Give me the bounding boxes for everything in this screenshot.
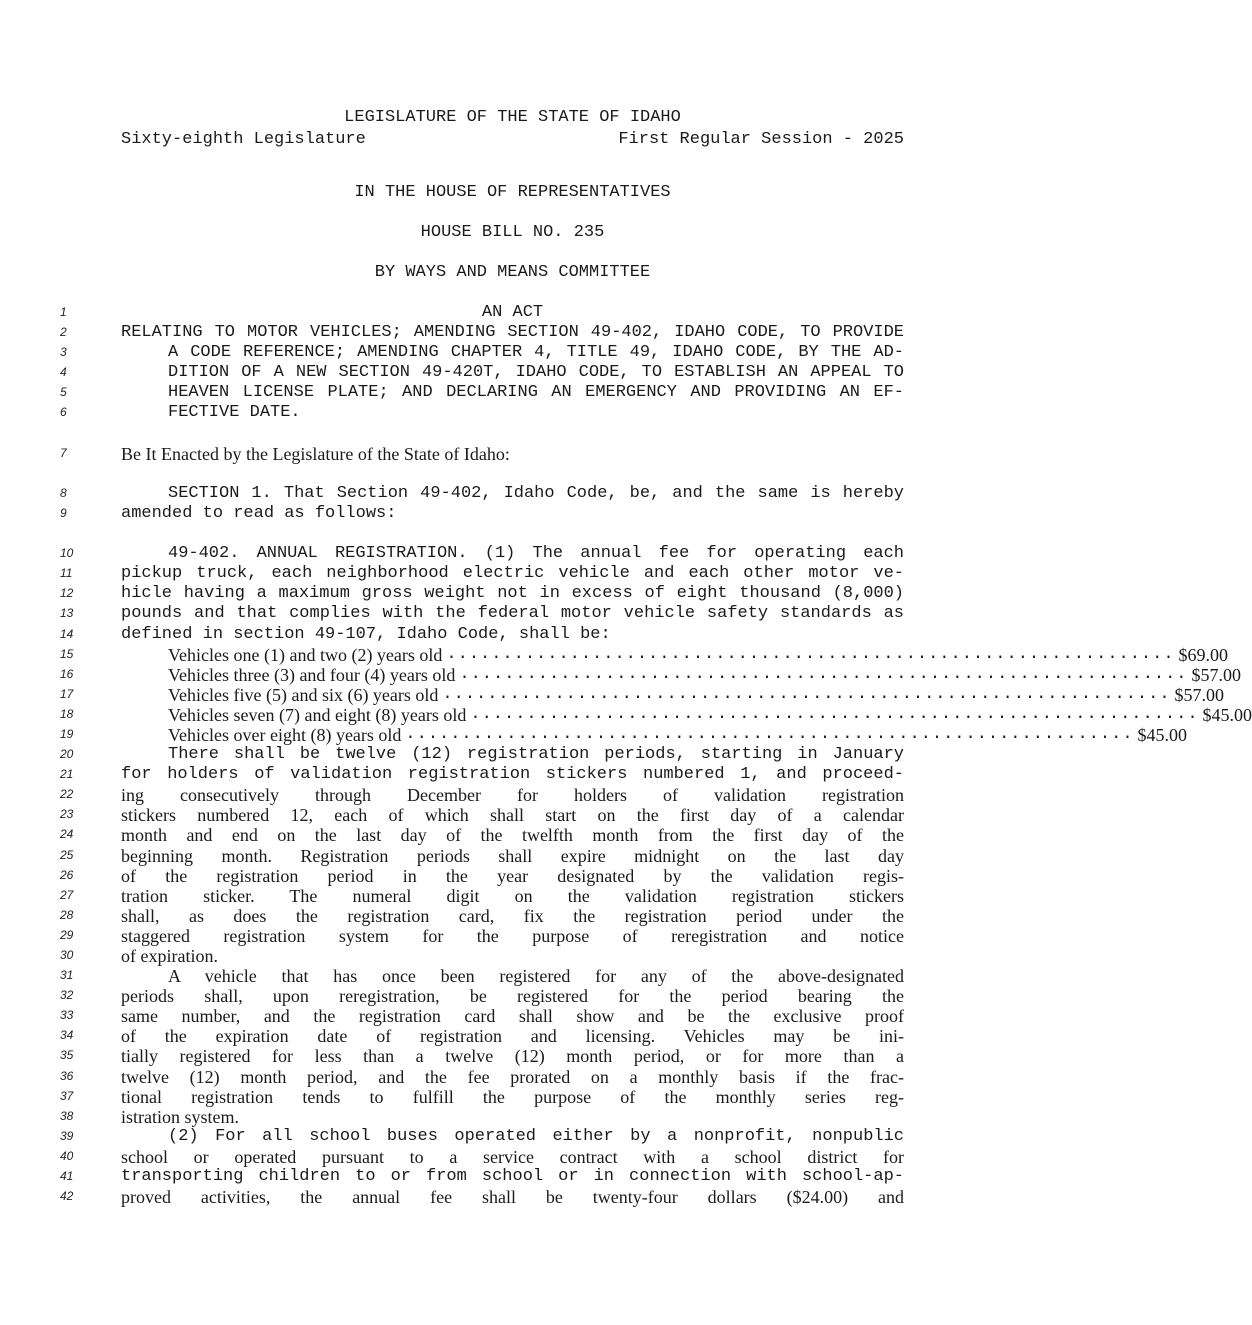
line-number: 14 <box>60 626 74 641</box>
line-text: stickers numbered 12, each of which shall start on the first day of a calendar <box>121 805 904 826</box>
text-line <box>0 886 1024 906</box>
text-line <box>0 745 1024 765</box>
line-text: of the expiration date of registration and licensing. Vehicles may be ini- <box>121 1026 904 1047</box>
line-number: 30 <box>60 948 74 962</box>
text-line <box>0 303 1024 323</box>
line-text: for holders of validation registration stickers numbered 1, and proceed- <box>121 765 904 785</box>
fee-label: Vehicles seven (7) and eight (8) years old <box>168 704 467 725</box>
text-line <box>0 966 1024 986</box>
line-text: proved activities, the annual fee shall be twenty-four dollars ($24.00) and <box>121 1187 904 1208</box>
line-text: beginning month. Registration periods shall expire midnight on the last day <box>121 845 904 866</box>
line-number: 13 <box>60 606 74 621</box>
line-number: 37 <box>60 1088 74 1103</box>
line-text: of expiration. <box>121 946 218 966</box>
line-number: 9 <box>60 505 67 520</box>
text-line <box>0 1187 1024 1207</box>
line-number: 7 <box>60 445 67 460</box>
line-text: defined in section 49-107, Idaho Code, shall be: <box>121 624 611 644</box>
line-number: 34 <box>60 1028 74 1043</box>
line-number: 29 <box>60 927 74 942</box>
bill-text <box>0 303 1252 1208</box>
line-text: HEAVEN LICENSE PLATE; AND DECLARING AN EMERGENCY AND PROVIDING AN EF- <box>168 383 904 403</box>
text-line <box>0 1087 1024 1107</box>
text-line <box>0 383 1024 403</box>
text-line <box>0 564 1024 584</box>
line-number: 21 <box>60 767 74 782</box>
line-number: 35 <box>60 1048 74 1063</box>
text-line <box>0 1006 1024 1026</box>
line-number: 2 <box>60 325 67 340</box>
fee-amount: $45.00 <box>1137 724 1188 745</box>
text-line <box>0 785 1024 805</box>
line-text: FECTIVE DATE. <box>168 403 301 423</box>
line-text: of the registration period in the year designated by the validation regis- <box>121 865 904 886</box>
text-line <box>0 926 1024 946</box>
text-line <box>0 504 1024 524</box>
line-text: istration system. <box>121 1106 239 1127</box>
text-line <box>0 1067 1024 1087</box>
line-number: 27 <box>60 887 74 902</box>
line-text: school or operated pursuant to a service contract with a school district for <box>121 1146 904 1167</box>
text-line <box>0 323 1024 343</box>
line-number: 22 <box>60 787 74 802</box>
line-number: 36 <box>60 1068 74 1083</box>
line-number: 25 <box>60 847 74 862</box>
text-line <box>0 604 1024 624</box>
line-number: 31 <box>60 968 74 983</box>
text-line <box>0 1147 1024 1167</box>
line-number: 11 <box>60 566 73 581</box>
line-text: twelve (12) month period, and the fee prorated on a monthly basis if the frac- <box>121 1066 904 1087</box>
fee-row <box>0 644 1229 665</box>
line-number: 38 <box>60 1108 74 1123</box>
line-text: (2) For all school buses operated either by a nonprofit, nonpublic <box>168 1126 904 1146</box>
text-line <box>0 1046 1024 1066</box>
text-line <box>0 584 1024 604</box>
line-text: A CODE REFERENCE; AMENDING CHAPTER 4, TITLE 49, IDAHO CODE, BY THE AD- <box>168 343 904 363</box>
line-number: 16 <box>60 666 74 681</box>
fee-label: Vehicles five (5) and six (6) years old <box>168 684 439 705</box>
session-line <box>121 130 904 150</box>
line-number: 17 <box>60 686 74 701</box>
fee-amount: $57.00 <box>1191 664 1241 685</box>
text-line <box>0 906 1024 926</box>
chamber-title: IN THE HOUSE OF REPRESENTATIVES <box>354 183 671 202</box>
text-line <box>0 825 1024 845</box>
text-line <box>0 1026 1024 1046</box>
line-number: 4 <box>60 365 67 380</box>
line-number: 8 <box>60 485 67 500</box>
fee-row <box>0 684 1225 705</box>
text-line <box>0 1127 1024 1147</box>
text-line <box>0 343 1024 363</box>
text-line <box>0 846 1024 866</box>
leader-dots: ................................................................. <box>470 704 1199 724</box>
line-text: hicle having a maximum gross weight not in excess of eight thousand (8,000) <box>121 584 904 604</box>
line-text: staggered registration system for the purpose of reregistration and notice <box>121 925 904 946</box>
line-text: month and end on the last day of the twelfth month from the first day of the <box>121 825 904 846</box>
text-line <box>0 866 1024 886</box>
fee-row <box>0 724 1188 745</box>
line-number: 39 <box>60 1128 74 1143</box>
enacting-clause: Be It Enacted by the Legislature of the State of Idaho: <box>121 443 510 464</box>
line-number: 12 <box>60 586 74 601</box>
bill-number: HOUSE BILL NO. 235 <box>420 223 605 242</box>
text-line <box>0 625 1024 645</box>
line-text: tional registration tends to fulfill the purpose of the monthly series reg- <box>121 1086 904 1107</box>
line-number: 24 <box>60 827 74 842</box>
line-text: tration sticker. The numeral digit on the validation registration stickers <box>121 885 904 906</box>
fee-row <box>0 704 1252 725</box>
line-text: A vehicle that has once been registered for any of the above-designated <box>168 966 904 987</box>
line-text: shall, as does the registration card, fix the registration period under the <box>121 905 904 926</box>
line-number: 6 <box>60 405 67 420</box>
line-number: 19 <box>60 726 74 741</box>
line-number: 33 <box>60 1008 74 1023</box>
line-number: 5 <box>60 385 67 400</box>
legislature-title: LEGISLATURE OF THE STATE OF IDAHO <box>344 108 681 127</box>
line-number: 28 <box>60 907 74 922</box>
line-text: There shall be twelve (12) registration periods, starting in January <box>168 745 904 765</box>
line-text: ing consecutively through December for holders of validation registration <box>121 785 904 806</box>
text-line <box>0 765 1024 785</box>
line-number: 32 <box>60 988 74 1003</box>
fee-amount: $57.00 <box>1174 684 1225 705</box>
fee-label: Vehicles one (1) and two (2) years old <box>168 644 443 665</box>
line-number: 10 <box>60 546 74 561</box>
text-line <box>0 986 1024 1006</box>
line-text: same number, and the registration card shall show and be the exclusive proof <box>121 1006 904 1027</box>
line-number: 1 <box>60 305 67 319</box>
line-text: tially registered for less than a twelve (12) month period, or for more than a <box>121 1046 904 1067</box>
fee-amount: $45.00 <box>1202 704 1252 725</box>
line-number: 15 <box>60 646 74 661</box>
text-line <box>0 363 1024 383</box>
leader-dots: ................................................................. <box>446 644 1175 664</box>
text-line <box>0 946 1024 966</box>
fee-label: Vehicles over eight (8) years old <box>168 724 402 745</box>
bill-sponsor: BY WAYS AND MEANS COMMITTEE <box>374 263 651 282</box>
text-line <box>0 1107 1024 1127</box>
leader-dots: ................................................................. <box>442 684 1171 704</box>
leader-dots: ................................................................. <box>405 724 1134 744</box>
text-line <box>0 805 1024 825</box>
line-number: 40 <box>60 1148 74 1163</box>
line-text: 49-402. ANNUAL REGISTRATION. (1) The annual fee for operating each <box>168 544 904 564</box>
line-number: 3 <box>60 345 67 360</box>
line-number: 41 <box>60 1169 74 1184</box>
line-number: 26 <box>60 867 74 882</box>
line-text: amended to read as follows: <box>121 503 397 523</box>
line-number: 20 <box>60 747 74 762</box>
fee-row <box>0 664 1241 685</box>
line-text: pounds and that complies with the federal motor vehicle safety standards as <box>121 604 904 624</box>
line-text: pickup truck, each neighborhood electric vehicle and each other motor ve- <box>121 564 904 584</box>
session-label: First Regular Session - 2025 <box>618 130 904 149</box>
text-line <box>0 1167 1024 1187</box>
leader-dots: ................................................................. <box>459 664 1188 684</box>
line-number: 23 <box>60 807 74 822</box>
line-number: 42 <box>60 1189 74 1204</box>
text-line <box>0 484 1024 504</box>
fee-amount: $69.00 <box>1178 644 1229 665</box>
line-number: 18 <box>60 706 74 721</box>
section-heading: SECTION 1. That Section 49-402, Idaho Code, be, and the same is hereby <box>168 483 904 503</box>
fee-label: Vehicles three (3) and four (4) years old <box>168 664 456 685</box>
line-text: DITION OF A NEW SECTION 49-420T, IDAHO CODE, TO ESTABLISH AN APPEAL TO <box>168 363 904 383</box>
line-text: RELATING TO MOTOR VEHICLES; AMENDING SECTION 49-402, IDAHO CODE, TO PROVIDE <box>121 323 904 343</box>
legislature-number: Sixty-eighth Legislature <box>121 130 366 149</box>
line-text: periods shall, upon reregistration, be registered for the period bearing the <box>121 986 904 1007</box>
act-heading: AN ACT <box>481 303 544 322</box>
text-line <box>0 403 1024 423</box>
text-line <box>0 544 1024 564</box>
line-text: transporting children to or from school or in connection with school-ap- <box>121 1167 904 1187</box>
text-line <box>0 444 1024 464</box>
